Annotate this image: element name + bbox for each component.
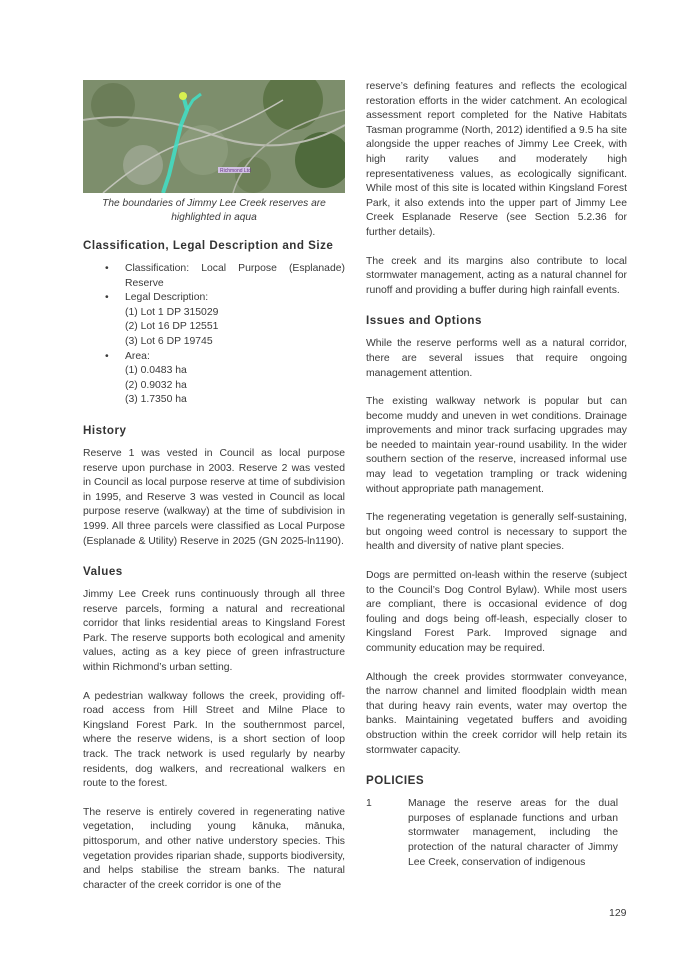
caption-line-1: The boundaries of Jimmy Lee Creek reserves are: [102, 198, 326, 209]
area-1: (1) 0.0483 ha: [125, 365, 187, 377]
issues-paragraph-5: Although the creek provides stormwater conveyance, the narrow channel and limited floodplain width mean that during heavy rain events, water may overtop the banks. Maintaining vegetated buffers and avoiding obstruction within the creek corridor will help retain its stormwater capacity.: [366, 671, 627, 756]
area-3: (3) 1.7350 ha: [125, 394, 187, 406]
legal-lot-1: (1) Lot 1 DP 315029: [125, 306, 219, 318]
left-column: [83, 80, 345, 907]
issues-paragraph-2: The existing walkway network is popular but can become muddy and uneven in wet conditions. Drainage improvements and minor track surfacing upgrades may be needed to maintain year-round usability. In the wider southern section of the reserve, increased informal use may lead to vegetation trampling or track widening without appropriate path management.: [366, 396, 627, 495]
issues-heading: Issues and Options: [366, 314, 482, 328]
history-paragraph: Reserve 1 was vested in Council as local purpose reserve upon purchase in 2003. Reserve 2 was vested in Council as local purpose reserve at time of subdivision in 1995, and Reserve 3 was vested in Council as local purpose reserve (walkway) at the time of subdivision in 1999. All three parcels were classified as Local Purpose (Esplanade & Utility) Reserve in 2025 (GN 2025-ln1190).: [83, 447, 345, 547]
policies-heading: POLICIES: [366, 774, 425, 788]
issues-paragraph-3: The regenerating vegetation is generally self-sustaining, but ongoing weed control is necessary to support the health and diversity of native plant species.: [366, 512, 627, 553]
values-heading: Values: [83, 565, 123, 579]
classification-word-2: Purpose: [238, 263, 277, 274]
legal-label: • Legal Description:: [125, 292, 209, 304]
classification-word-3: (Esplanade): [288, 263, 345, 274]
classification-item: [83, 262, 345, 291]
classification-word-1: Local: [201, 263, 227, 274]
policy-item: [366, 797, 627, 870]
values-paragraph-1: Jimmy Lee Creek runs continuously through all three reserve parcels, forming a natural and recreational corridor that links residential areas to Kingsland Forest Park. The reserve supports both ecological and amenity values, acting as a key piece of green infrastructure within Richmond’s urban setting.: [83, 589, 345, 674]
area-label: • Area:: [125, 350, 150, 362]
classification-heading: Classification, Legal Description and Size: [83, 239, 334, 252]
area-2: (2) 0.9032 ha: [125, 379, 187, 391]
area-item: [83, 350, 345, 408]
photo-caption: [83, 197, 345, 225]
classification-list: [83, 262, 345, 408]
classification-label: • Classification:: [125, 263, 190, 274]
history-heading: History: [83, 423, 127, 437]
values-paragraph-3: The reserve is entirely covered in regenerating native vegetation, including young kānuka, mānuka, pittosporum, and other native understory species. This vegetation provides riparian shade, supports biodiversity, and helps stabilise the stream banks. The natural character of the creek corridor is one of the: [83, 806, 345, 891]
issues-paragraph-1: While the reserve performs well as a natural corridor, there are several issues that require ongoing management attention.: [366, 338, 627, 379]
page-number: 129: [609, 907, 627, 919]
classification-cont: Reserve: [125, 277, 164, 289]
policy-number: 1: [366, 798, 372, 810]
right-column: [366, 80, 627, 870]
legal-lot-2: (2) Lot 16 DP 12551: [125, 321, 219, 333]
aerial-map-graphic: [83, 80, 345, 193]
map-label: Richmond Ltd: [220, 168, 251, 174]
legal-lot-3: (3) Lot 6 DP 19745: [125, 335, 213, 347]
values-paragraph-2: A pedestrian walkway follows the creek, providing off-road access from Hill Street and Milne Place to Kingsland Forest Park. In the southernmost parcel, where the reserve widens, is a short section of loop track. The track network is used regularly by nearby residents, dog walkers, and recreational walkers en route to the forest.: [83, 690, 345, 790]
values-paragraph-5: The creek and its margins also contribute to local stormwater management, acting as a natural channel for runoff and providing a buffer during high rainfall events.: [366, 255, 627, 296]
aerial-photo: [83, 80, 345, 193]
policy-text: Manage the reserve areas for the dual purposes of esplanade functions and urban stormwater management, including the protection of the natural character of Jimmy Lee Creek, conservation of indigenous: [408, 798, 618, 868]
issues-paragraph-4: Dogs are permitted on-leash within the reserve (subject to the Council’s Dog Control Bylaw). While most users are compliant, there is occasional evidence of dog fouling and dogs being off-leash, especially closer to Kingsland Forest Park. Improved signage and community education may be required.: [366, 570, 627, 654]
legal-description-item: [83, 291, 345, 349]
caption-line-2: highlighted in aqua: [171, 212, 257, 223]
values-paragraph-4: reserve’s defining features and reflects the ecological restoration efforts in the wider catchment. An ecological assessment report completed for the Native Habitats Tasman programme (North, 2012) identified a 9.5 ha site alongside the upper reaches of Jimmy Lee Creek, with high rarity values and moderately high representativeness values, as ecologically significant. While most of this site is located within Kingsland Forest Park, it also extends into the upper part of Jimmy Lee Creek Esplanade Reserve (see Section 5.2.36 for further details).: [366, 81, 627, 238]
